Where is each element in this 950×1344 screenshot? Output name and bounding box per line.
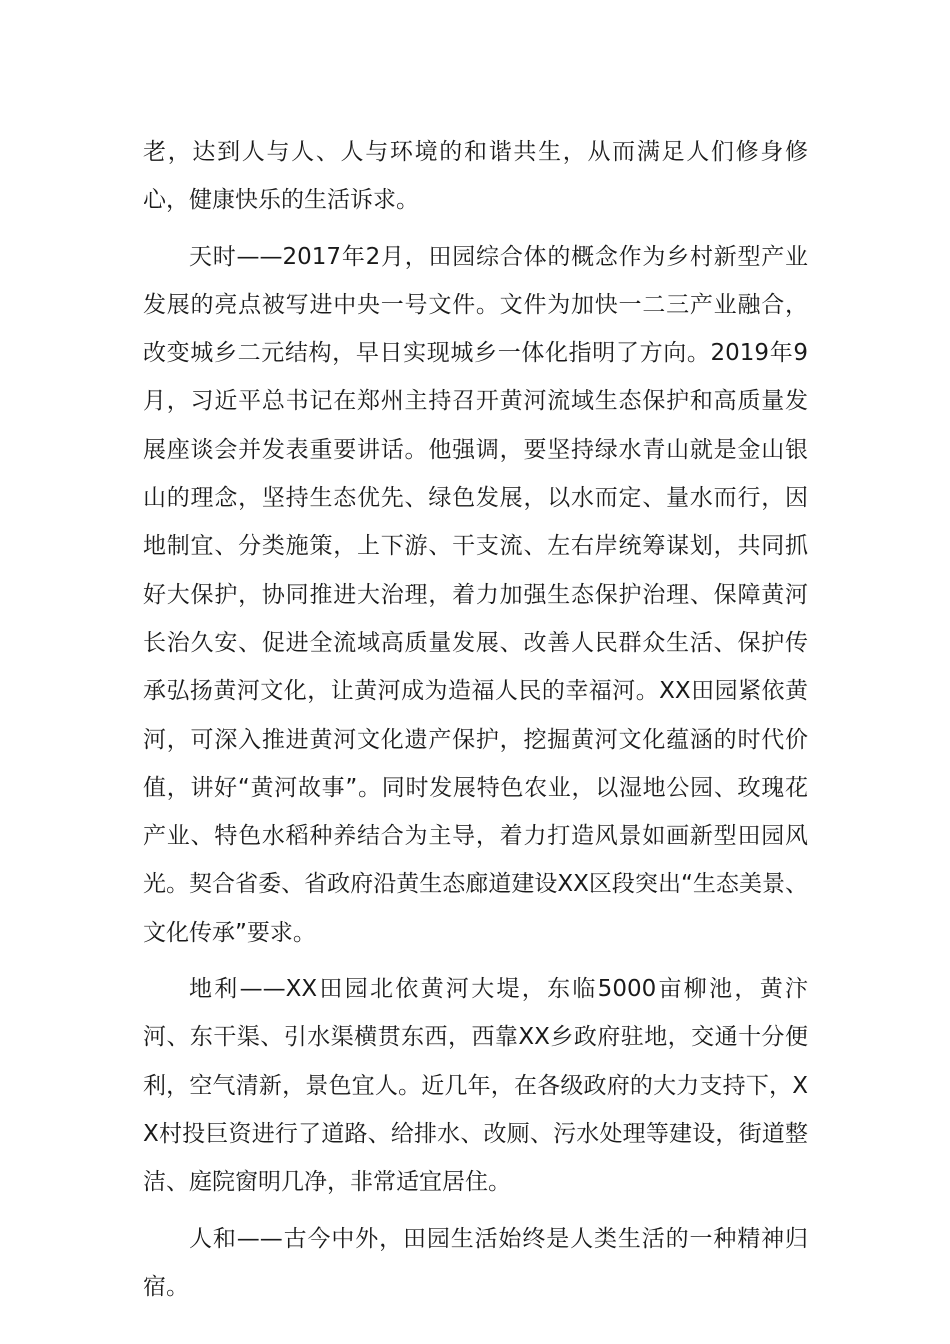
paragraph-tianshi: 天时——2017年2月，田园综合体的概念作为乡村新型产业发展的亮点被写进中央一号文件。文件为加快一二三产业融合，改变城乡二元结构，早日实现城乡一体化指明了方向。2019年9月，习近平总书记在郑州主持召开黄河流域生态保护和高质量发展座谈会并发表重要讲话。他强调，要坚持绿水青山就是金山银山的理念，坚持生态优先、绿色发展，以水而定、量水而行，因地制宜、分类施策，上下游、干支流、左右岸统筹谋划，共同抓好大保护，协同推进大治理，着力加强生态保护治理、保障黄河长治久安、促进全流域高质量发展、改善人民群众生活、保护传承弘扬黄河文化，让黄河成为造福人民的幸福河。XX田园紧依黄河，可深入推进黄河文化遗产保护，挖掘黄河文化蕴涵的时代价值，讲好“黄河故事”。同时发展特色农业，以湿地公园、玫瑰花产业、特色水稻种养结合为主导，着力打造风景如画新型田园风光。契合省委、省政府沿黄生态廊道建设XX区段突出“生态美景、文化传承”要求。 bbox=[143, 243, 808, 946]
document-body bbox=[143, 128, 808, 1319]
paragraph-renhe: 人和——古今中外，田园生活始终是人类生活的一种精神归宿。 bbox=[143, 1225, 808, 1300]
paragraph-continuation: 老，达到人与人、人与环境的和谐共生，从而满足人们修身修心，健康快乐的生活诉求。 bbox=[143, 139, 808, 214]
paragraph-dili: 地利——XX田园北依黄河大堤，东临5000亩柳池，黄汴河、东干渠、引水渠横贯东西，西靠XX乡政府驻地，交通十分便利，空气清新，景色宜人。近几年，在各级政府的大力支持下，XX村投巨资进行了道路、给排水、改厕、污水处理等建设，街道整洁、庭院窗明几净，非常适宜居住。 bbox=[143, 976, 808, 1196]
